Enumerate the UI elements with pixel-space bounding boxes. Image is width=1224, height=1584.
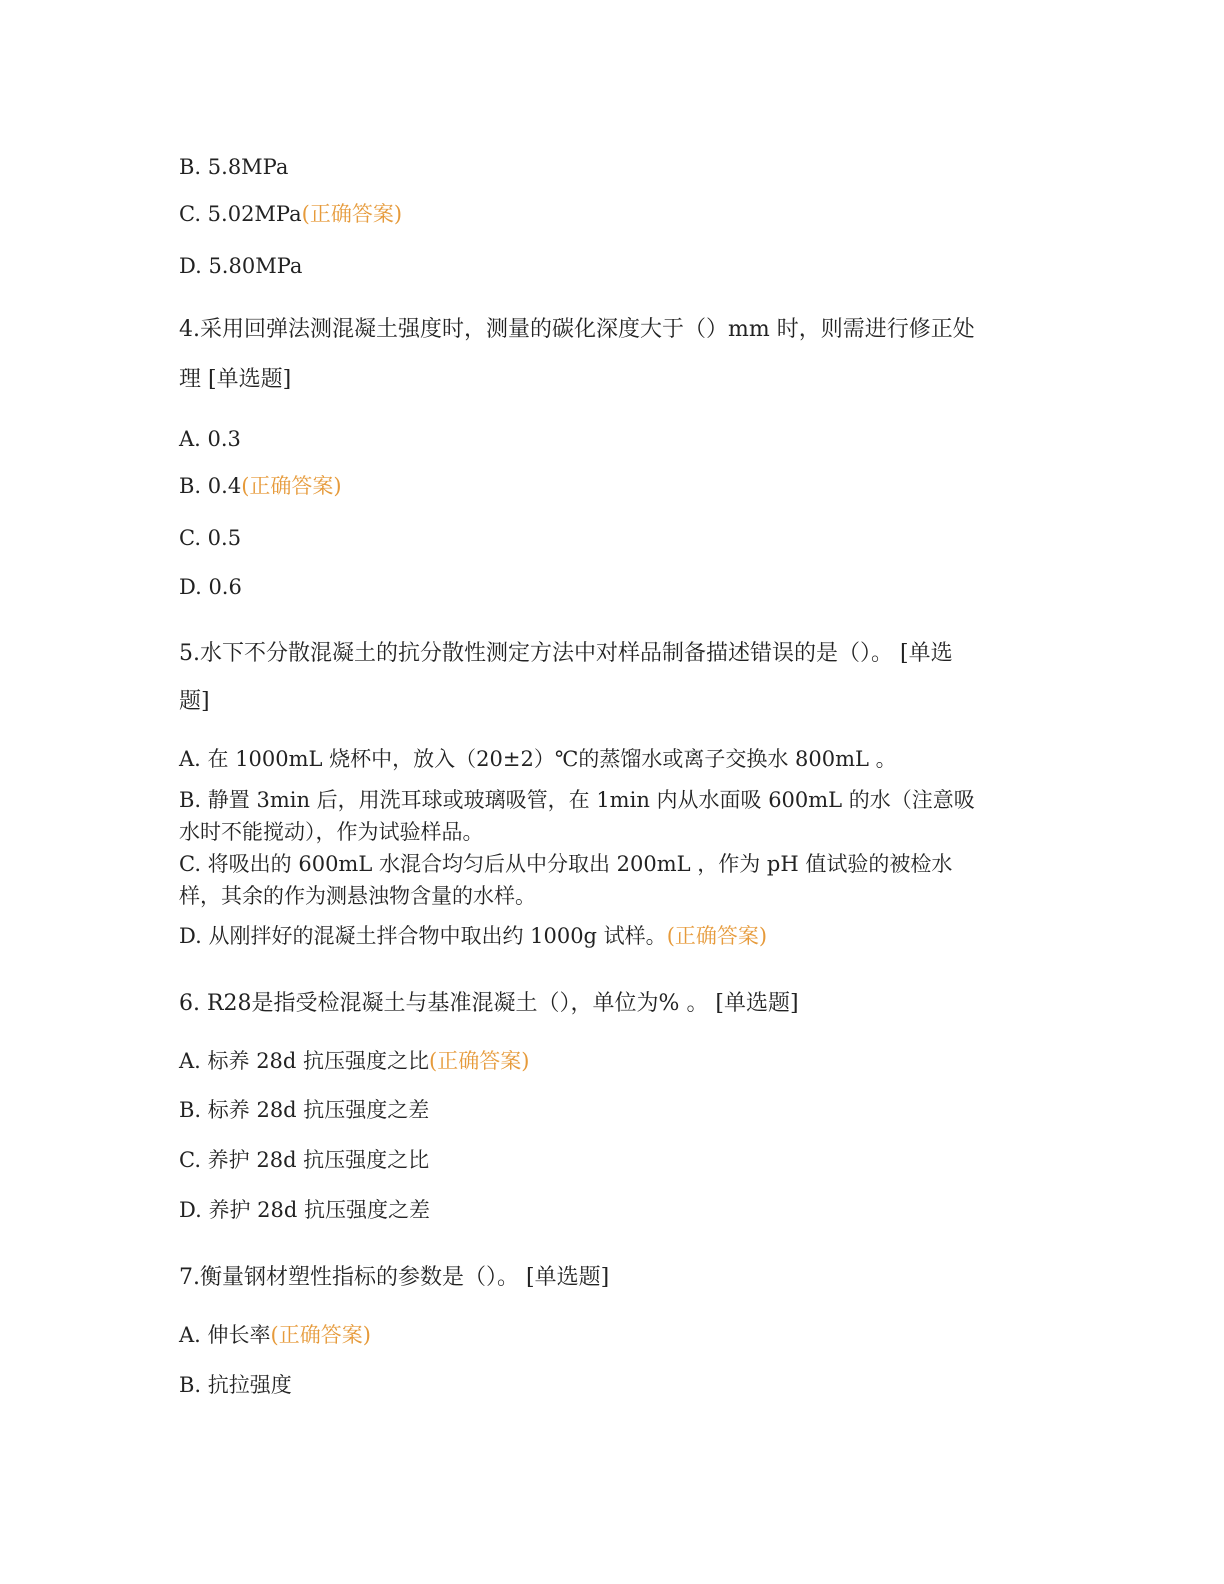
option-text: B. 0.4: [179, 474, 242, 498]
option-d: [179, 573, 242, 601]
option-text: B. 5.8MPa: [179, 155, 289, 179]
option-text: C. 5.02MPa: [179, 202, 302, 226]
option-c: [179, 200, 402, 228]
correct-answer-mark: (正确答案): [429, 1049, 530, 1073]
option-c-line2: 样，其余的作为测悬浊物含量的水样。: [179, 884, 536, 908]
option-text: B. 抗拉强度: [179, 1373, 292, 1397]
option-text: A. 在 1000mL 烧杯中，放入（20±2）℃的蒸馏水或离子交换水 800mL 。: [179, 747, 897, 771]
option-b-line1: B. 静置 3min 后，用洗耳球或玻璃吸管，在 1min 内从水面吸 600mL 的水（注意吸: [179, 788, 975, 812]
option-text: D. 0.6: [179, 575, 242, 599]
option-d: [179, 922, 767, 950]
option-c: [179, 1146, 429, 1174]
option-text: A. 伸长率: [179, 1323, 271, 1347]
correct-answer-mark: (正确答案): [666, 924, 768, 948]
option-b-line2: 水时不能搅动），作为试验样品。: [179, 820, 484, 844]
option-text: D. 从刚拌好的混凝土拌合物中取出约 1000g 试样。: [179, 924, 667, 948]
option-text: C. 0.5: [179, 526, 242, 550]
question-4-stem-line2: 理 [单选题]: [179, 367, 292, 392]
option-text: A. 标养 28d 抗压强度之比: [179, 1049, 430, 1073]
option-text: C. 养护 28d 抗压强度之比: [179, 1148, 430, 1172]
option-a: [179, 1047, 529, 1075]
option-b: [179, 1371, 292, 1399]
correct-answer-mark: (正确答案): [241, 474, 342, 498]
option-text: D. 养护 28d 抗压强度之差: [179, 1198, 430, 1222]
option-b: [179, 153, 288, 181]
question-7-stem: 7.衡量钢材塑性指标的参数是（）。 [单选题]: [179, 1265, 610, 1290]
option-text: A. 0.3: [179, 427, 241, 451]
option-text: B. 标养 28d 抗压强度之差: [179, 1098, 430, 1122]
option-b: [179, 472, 342, 500]
question-6-stem: 6. R28是指受检混凝土与基准混凝土（），单位为% 。 [单选题]: [179, 991, 799, 1016]
question-5-stem-line1: 5.水下不分散混凝土的抗分散性测定方法中对样品制备描述错误的是（）。 [单选: [179, 641, 953, 666]
option-text: D. 5.80MPa: [179, 254, 303, 278]
option-c-line1: C. 将吸出的 600mL 水混合均匀后从中分取出 200mL ，作为 pH 值试验的被检水: [179, 852, 953, 876]
question-5-stem-line2: 题]: [179, 689, 210, 714]
option-a: [179, 1321, 371, 1349]
option-b: [179, 1096, 429, 1124]
correct-answer-mark: (正确答案): [301, 202, 403, 226]
correct-answer-mark: (正确答案): [270, 1323, 371, 1347]
option-d: [179, 1196, 430, 1224]
option-a: [179, 745, 897, 773]
question-4-stem-line1: 4.采用回弹法测混凝土强度时，测量的碳化深度大于（）mm 时，则需进行修正处: [179, 317, 975, 342]
option-c: [179, 524, 241, 552]
option-d: [179, 252, 302, 280]
option-a: [179, 425, 241, 453]
